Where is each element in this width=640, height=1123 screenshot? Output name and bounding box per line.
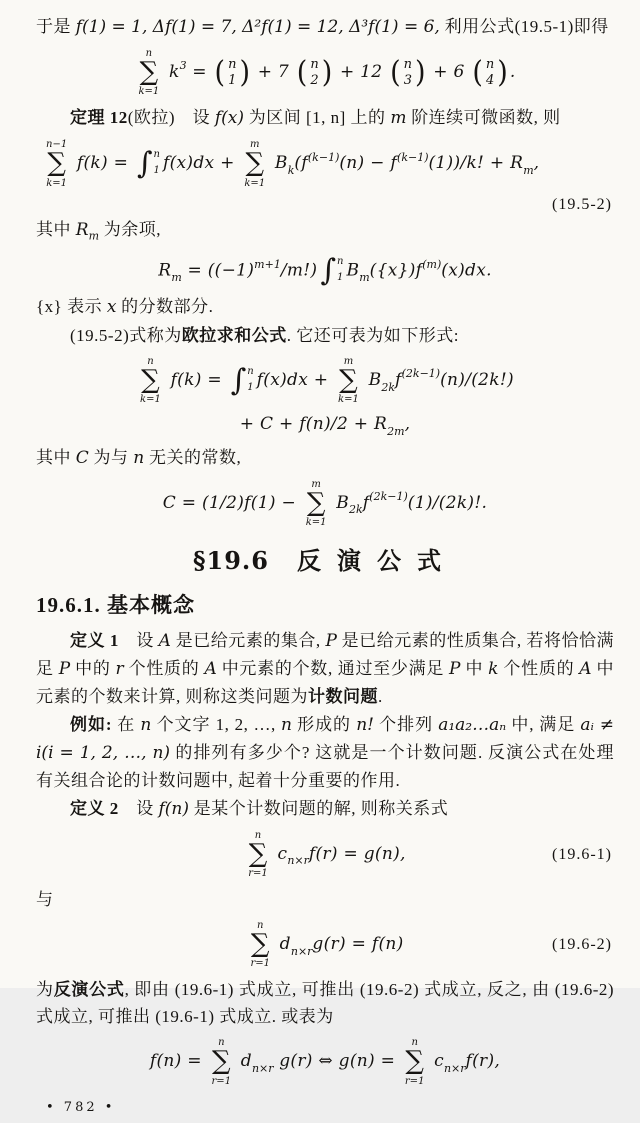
formula-text: f(k) =: [71, 153, 134, 174]
formula-text: B: [330, 492, 350, 513]
integral-icon: ∫: [136, 145, 153, 181]
text-run: x: [106, 296, 117, 317]
open-paren: (: [390, 55, 401, 91]
binomial-bottom: 4: [485, 72, 495, 88]
sigma-icon: ∑: [47, 148, 66, 179]
formula-text: B: [269, 153, 288, 174]
integral-upper-limit: n: [336, 255, 344, 267]
formula: [36, 136, 614, 191]
text-run: 设: [118, 630, 159, 650]
paragraph: [36, 322, 614, 349]
text-run: 定理 12: [70, 108, 128, 128]
formula-text: k: [163, 62, 180, 83]
page-content: [36, 12, 614, 1094]
binomial-stack: [225, 57, 239, 88]
formula: [36, 353, 614, 408]
sum-lower-limit: k=1: [138, 86, 160, 98]
subsection-heading: 19.6.1. 基本概念: [36, 592, 195, 617]
formula-text: + 7: [251, 62, 295, 83]
formula-text: f: [362, 492, 370, 513]
sigma-icon: ∑: [248, 838, 268, 869]
paragraph: [36, 976, 614, 1030]
binomial-top: n: [485, 57, 495, 73]
formula-text: f(n) =: [149, 1051, 208, 1072]
binomial-bottom: 1: [228, 72, 237, 88]
binomial-coefficient: [472, 55, 508, 91]
sum-operator: [405, 1037, 425, 1086]
subscript: k: [287, 163, 295, 177]
text-run: 定义 1: [70, 630, 119, 650]
sum-lower-limit: r=1: [248, 868, 268, 880]
paragraph: [36, 104, 614, 132]
binomial-coefficient: [296, 55, 333, 91]
text-run: 阶连续可微函数, 则: [406, 108, 561, 128]
text-run: 是已给元素的性质集合, 若将恰恰满足: [36, 630, 615, 678]
open-paren: (: [472, 55, 483, 91]
binomial-stack: [307, 57, 321, 88]
integral-upper-limit: n: [247, 365, 254, 377]
sigma-icon: ∑: [306, 487, 326, 518]
text-run: 与: [36, 890, 54, 910]
formula-text: f: [395, 370, 402, 391]
text-run: m: [390, 108, 407, 129]
formula-text: f(r),: [465, 1051, 501, 1072]
text-run: A: [579, 658, 592, 679]
sum-upper-limit: n−1: [46, 139, 68, 151]
section-title: 反演公式: [297, 549, 457, 576]
text-run: 个性质的: [498, 658, 580, 678]
superscript: (2k−1): [401, 367, 441, 381]
sigma-icon: ∑: [250, 929, 270, 960]
binomial-stack: [401, 57, 415, 88]
sum-upper-limit: n: [218, 1037, 225, 1049]
text-run: f(n): [158, 798, 190, 819]
sigma-icon: ∑: [139, 57, 159, 87]
subscript: n×r: [287, 854, 309, 868]
text-run: r: [115, 658, 124, 679]
formula-text: C = (1/2)f(1) −: [162, 492, 302, 513]
integral-lower-limit: 1: [153, 164, 160, 176]
close-paren: ): [239, 55, 250, 91]
text-run: 中元素的个数来计算, 则称这类问题为: [36, 658, 615, 706]
text-run: 欧拉求和公式: [181, 325, 287, 345]
subscript: n×r: [290, 944, 313, 958]
formula-text: d: [273, 934, 291, 955]
text-run: 定义 2: [70, 798, 119, 818]
text-run: a₁a₂…aₙ: [438, 714, 507, 735]
integral-upper-limit: n: [153, 148, 160, 160]
sum-upper-limit: n: [145, 48, 153, 59]
text-run: 例如:: [70, 714, 113, 734]
sum-upper-limit: n: [411, 1037, 418, 1049]
superscript: (k−1): [307, 150, 340, 164]
formula-text: (f: [294, 153, 308, 174]
superscript: (2k−1): [369, 490, 408, 504]
sum-lower-limit: k=1: [140, 394, 161, 406]
formula-text: (n)/(2k!): [440, 370, 514, 391]
sigma-icon: ∑: [212, 1046, 231, 1077]
text-run: C: [75, 447, 89, 468]
text-run: 计数问题: [308, 686, 378, 706]
binomial-top: n: [403, 57, 413, 73]
formula-text: =: [186, 62, 213, 83]
formula: [36, 45, 614, 100]
formula-text: f(x)dx +: [256, 370, 335, 391]
sum-lower-limit: k=1: [46, 177, 67, 189]
integral-lower-limit: 1: [247, 381, 254, 393]
text-run: P: [449, 658, 461, 679]
sum-lower-limit: k=1: [244, 177, 266, 189]
sum-operator: [138, 48, 159, 97]
subscript: m: [359, 270, 370, 284]
text-run: n: [133, 447, 145, 468]
close-paren: ): [415, 55, 426, 91]
open-paren: (: [214, 55, 226, 91]
formula: [36, 827, 614, 882]
binomial-bottom: 3: [403, 72, 412, 88]
paragraph: [36, 216, 614, 249]
sum-lower-limit: r=1: [404, 1075, 425, 1087]
sigma-icon: ∑: [245, 148, 265, 179]
text-run: (欧拉) 设: [127, 108, 215, 128]
sum-operator: [244, 139, 265, 188]
section-heading: [36, 547, 614, 577]
superscript: 3: [179, 59, 187, 73]
formula-text: (n) − f: [339, 153, 398, 174]
binomial-top: n: [228, 57, 237, 73]
text-run: 中元素的个数, 通过至少满足: [216, 658, 450, 678]
text-run: {x} 表示: [36, 296, 107, 316]
sum-operator: [248, 830, 268, 879]
formula-text: c: [428, 1051, 444, 1072]
paragraph: [36, 795, 614, 823]
subscript: 2k: [349, 503, 363, 517]
page-number: • 782 •: [46, 1099, 116, 1115]
integral-limits: [246, 366, 253, 396]
integral-icon: ∫: [320, 252, 336, 288]
text-run: n: [280, 714, 292, 735]
text-run: 为: [36, 980, 54, 1000]
formula-text: ({x})f: [369, 260, 423, 281]
text-run: P: [325, 630, 337, 651]
text-run: 为余项,: [99, 219, 161, 239]
text-run: f(1) = 1, Δf(1) = 7, Δ²f(1) = 12, Δ³f(1) = 6,: [75, 17, 440, 37]
section-number: §19.6: [192, 546, 269, 576]
sum-lower-limit: k=1: [338, 394, 359, 406]
sum-operator: [250, 920, 270, 969]
text-run: , 即由 (19.6-1) 式成立, 可推出 (19.6-2) 式成立, 反之, 由 (19.6-2) 式成立, 可推出 (19.6-1) 式成立. 或表为: [36, 980, 615, 1027]
paragraph: [36, 711, 614, 794]
integral-operator: [136, 145, 160, 181]
subscript: n×r: [443, 1061, 466, 1075]
sigma-icon: ∑: [405, 1046, 424, 1077]
formula-text: g(r) ⇔ g(n) =: [273, 1051, 401, 1072]
text-run: R: [75, 219, 89, 240]
formula-text: + C + f(n)/2 + R: [239, 414, 388, 435]
text-run: 的排列有多少个? 这就是一个计数问题. 反演公式在处理有关组合论的计数问题中, 起着十分重要的作用.: [36, 742, 614, 790]
integral-lower-limit: 1: [337, 271, 344, 283]
text-run: 形成的: [291, 714, 357, 734]
sum-lower-limit: r=1: [211, 1075, 232, 1087]
equation-number: (19.5-2): [552, 195, 612, 213]
subscript: m: [523, 163, 534, 177]
text-run: 设: [118, 798, 159, 818]
subscript: m: [88, 228, 99, 242]
text-run: 个排列: [373, 714, 439, 734]
subscript: 2k: [381, 380, 396, 394]
formula-text: ,: [404, 414, 411, 435]
sum-upper-limit: m: [311, 478, 321, 490]
close-paren: ): [497, 55, 508, 91]
sum-operator: [140, 356, 161, 405]
text-run: 反演公式: [53, 980, 125, 1000]
text-run: 中, 满足: [506, 714, 581, 734]
open-paren: (: [296, 55, 308, 91]
binomial-coefficient: [390, 55, 426, 91]
formula: [36, 1034, 614, 1089]
sum-upper-limit: m: [343, 355, 354, 367]
text-run: 利用公式(19.5-1)即得: [439, 17, 609, 36]
formula: [36, 253, 614, 289]
formula-text: + 6: [427, 62, 471, 83]
sigma-icon: ∑: [339, 364, 358, 395]
text-run: k: [488, 658, 499, 679]
formula-text: .: [509, 62, 516, 83]
subscript: 2m: [387, 424, 405, 438]
text-run: A: [204, 658, 217, 679]
equation-number: (19.6-1): [552, 845, 612, 863]
text-run: n: [140, 714, 152, 735]
text-run: .: [378, 686, 383, 706]
formula-text: f(k) =: [164, 370, 228, 391]
text-run: A: [158, 630, 171, 651]
text-run: 中的: [70, 658, 116, 678]
sum-upper-limit: m: [250, 139, 260, 151]
sum-upper-limit: n: [254, 829, 262, 841]
formula: [36, 917, 614, 972]
formula: [36, 412, 614, 439]
sum-operator: [306, 479, 327, 528]
formula-text: (x)dx.: [441, 260, 492, 281]
text-run: 无关的常数,: [144, 447, 242, 467]
formula-text: = ((−1): [181, 260, 255, 281]
integral-operator: [230, 362, 254, 398]
subscript: n×r: [251, 1061, 274, 1075]
sum-upper-limit: n: [256, 920, 264, 932]
sum-operator: [338, 356, 359, 405]
formula: [36, 476, 614, 531]
integral-icon: ∫: [230, 362, 247, 398]
paragraph: [36, 627, 614, 710]
text-run: f(x): [214, 108, 244, 129]
paragraph: [36, 293, 614, 321]
formula-text: B: [346, 260, 360, 281]
formula-text: ,: [533, 153, 540, 174]
text-run: 是某个计数问题的解, 则称关系式: [189, 798, 449, 818]
equation-number: (19.6-2): [552, 936, 612, 953]
text-run: . 它还可表为如下形式:: [286, 325, 459, 345]
text-run: 为区间 [1, n] 上的: [243, 108, 391, 128]
subscript: m: [171, 270, 182, 284]
formula-text: /m!): [280, 260, 318, 281]
text-run: n!: [356, 714, 374, 735]
binomial-coefficient: [214, 55, 250, 91]
binomial-stack: [483, 57, 497, 88]
formula-text: + 12: [334, 62, 389, 83]
formula-text: (1)/(2k)!.: [407, 492, 488, 513]
text-run: 个性质的: [123, 658, 205, 678]
text-run: 其中: [36, 219, 76, 239]
text-run: P: [58, 658, 71, 679]
formula-text: f(x)dx +: [163, 153, 241, 174]
formula-text: c: [271, 844, 288, 864]
binomial-bottom: 2: [310, 72, 319, 88]
text-run: 为与: [88, 447, 134, 467]
sigma-icon: ∑: [141, 364, 160, 395]
sum-lower-limit: r=1: [250, 958, 270, 970]
integral-limits: [153, 149, 160, 179]
sum-operator: [46, 139, 67, 188]
text-run: 个文字 1, 2, …,: [151, 714, 281, 734]
sum-operator: [212, 1037, 232, 1086]
close-paren: ): [321, 55, 333, 91]
paragraph: [36, 444, 614, 472]
formula-text: R: [158, 260, 172, 281]
formula-text: (1))/k! + R: [428, 153, 524, 174]
text-run: (19.5-2)式称为: [70, 325, 182, 345]
text-run: 于是: [36, 17, 76, 36]
formula-text: B: [362, 370, 382, 391]
superscript: m+1: [254, 257, 281, 271]
text-run: 是已给元素的集合,: [170, 630, 326, 650]
text-run: 的分数部分.: [116, 296, 214, 316]
text-run: 在: [112, 714, 141, 734]
equation-number-line: [36, 196, 612, 214]
integral-limits: [336, 256, 343, 286]
superscript: (k−1): [397, 150, 429, 164]
formula-text: d: [235, 1051, 252, 1072]
formula-text: g(r) = f(n): [312, 934, 404, 955]
binomial-top: n: [310, 57, 319, 73]
sum-lower-limit: k=1: [305, 517, 327, 529]
text-run: 其中: [36, 447, 76, 467]
paragraph: [36, 886, 614, 913]
sum-upper-limit: n: [147, 355, 154, 367]
integral-operator: [320, 252, 344, 288]
formula-text: f(r) = g(n),: [308, 844, 406, 864]
text-run: 中: [460, 658, 489, 678]
paragraph: [36, 13, 614, 41]
text-run: aᵢ ≠ i(i = 1, 2, …, n): [36, 714, 615, 763]
superscript: (m): [422, 257, 442, 271]
